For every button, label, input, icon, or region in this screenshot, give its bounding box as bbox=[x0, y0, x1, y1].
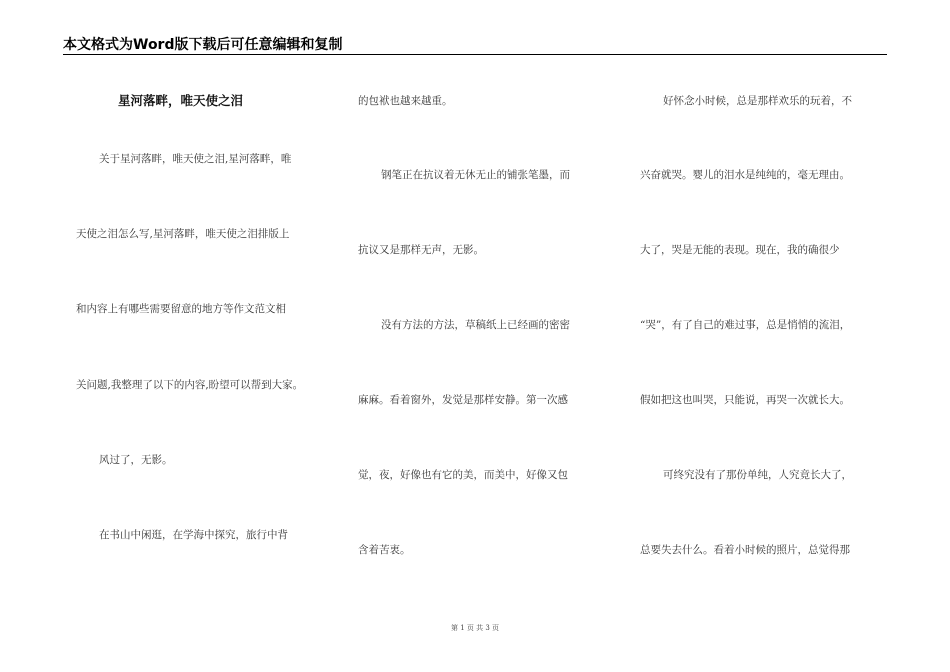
paragraph-line: 抗议又是那样无声，无影。 bbox=[358, 244, 484, 256]
paragraph-line: 麻麻。看着窗外，发觉是那样安静。第一次感 bbox=[358, 394, 568, 406]
paragraph-line: 天使之泪怎么写,星河落畔，唯天使之泪排版上 bbox=[76, 228, 290, 240]
paragraph-line: 没有方法的方法，草稿纸上已经画的密密 bbox=[381, 319, 570, 331]
paragraph-line: 可终究没有了那份单纯，人究竟长大了， bbox=[663, 469, 852, 481]
paragraph-line: 关问题,我整理了以下的内容,盼望可以帮到大家。 bbox=[76, 379, 304, 391]
paragraph-line: 钢笔正在抗议着无休无止的铺张笔墨，而 bbox=[381, 169, 570, 181]
paragraph-line: “哭”，有了自己的难过事，总是悄悄的流泪， bbox=[640, 319, 851, 331]
document-header bbox=[63, 32, 887, 55]
paragraph-line: 关于星河落畔，唯天使之泪,星河落畔，唯 bbox=[99, 153, 292, 165]
paragraph-line: 和内容上有哪些需要留意的地方等作文范文相 bbox=[76, 303, 286, 315]
paragraph-line: 风过了，无影。 bbox=[99, 454, 173, 466]
document-title: 星河落畔，唯天使之泪 bbox=[118, 93, 244, 108]
paragraph-line: 含着苦衷。 bbox=[358, 544, 411, 556]
paragraph-line: 的包袱也越来越重。 bbox=[358, 95, 453, 107]
paragraph-line: 大了，哭是无能的表现。现在，我的确很少 bbox=[640, 244, 840, 256]
page-number: 第 1 页 共 3 页 bbox=[450, 624, 500, 632]
paragraph-line: 总要失去什么。看着小时候的照片，总觉得那 bbox=[640, 544, 850, 556]
paragraph-line: 在书山中闲逛，在学海中探究，旅行中背 bbox=[99, 529, 288, 541]
paragraph-line: 觉，夜，好像也有它的美，而美中，好像又包 bbox=[358, 469, 568, 481]
header-text: 本文格式为Word版下载后可任意编辑和复制 bbox=[63, 37, 343, 53]
paragraph-line: 好怀念小时候，总是那样欢乐的玩着，不 bbox=[663, 95, 852, 107]
paragraph-line: 假如把这也叫哭，只能说，再哭一次就长大。 bbox=[640, 394, 850, 406]
paragraph-line: 兴奋就哭。婴儿的泪水是纯纯的，毫无理由。 bbox=[640, 169, 850, 181]
